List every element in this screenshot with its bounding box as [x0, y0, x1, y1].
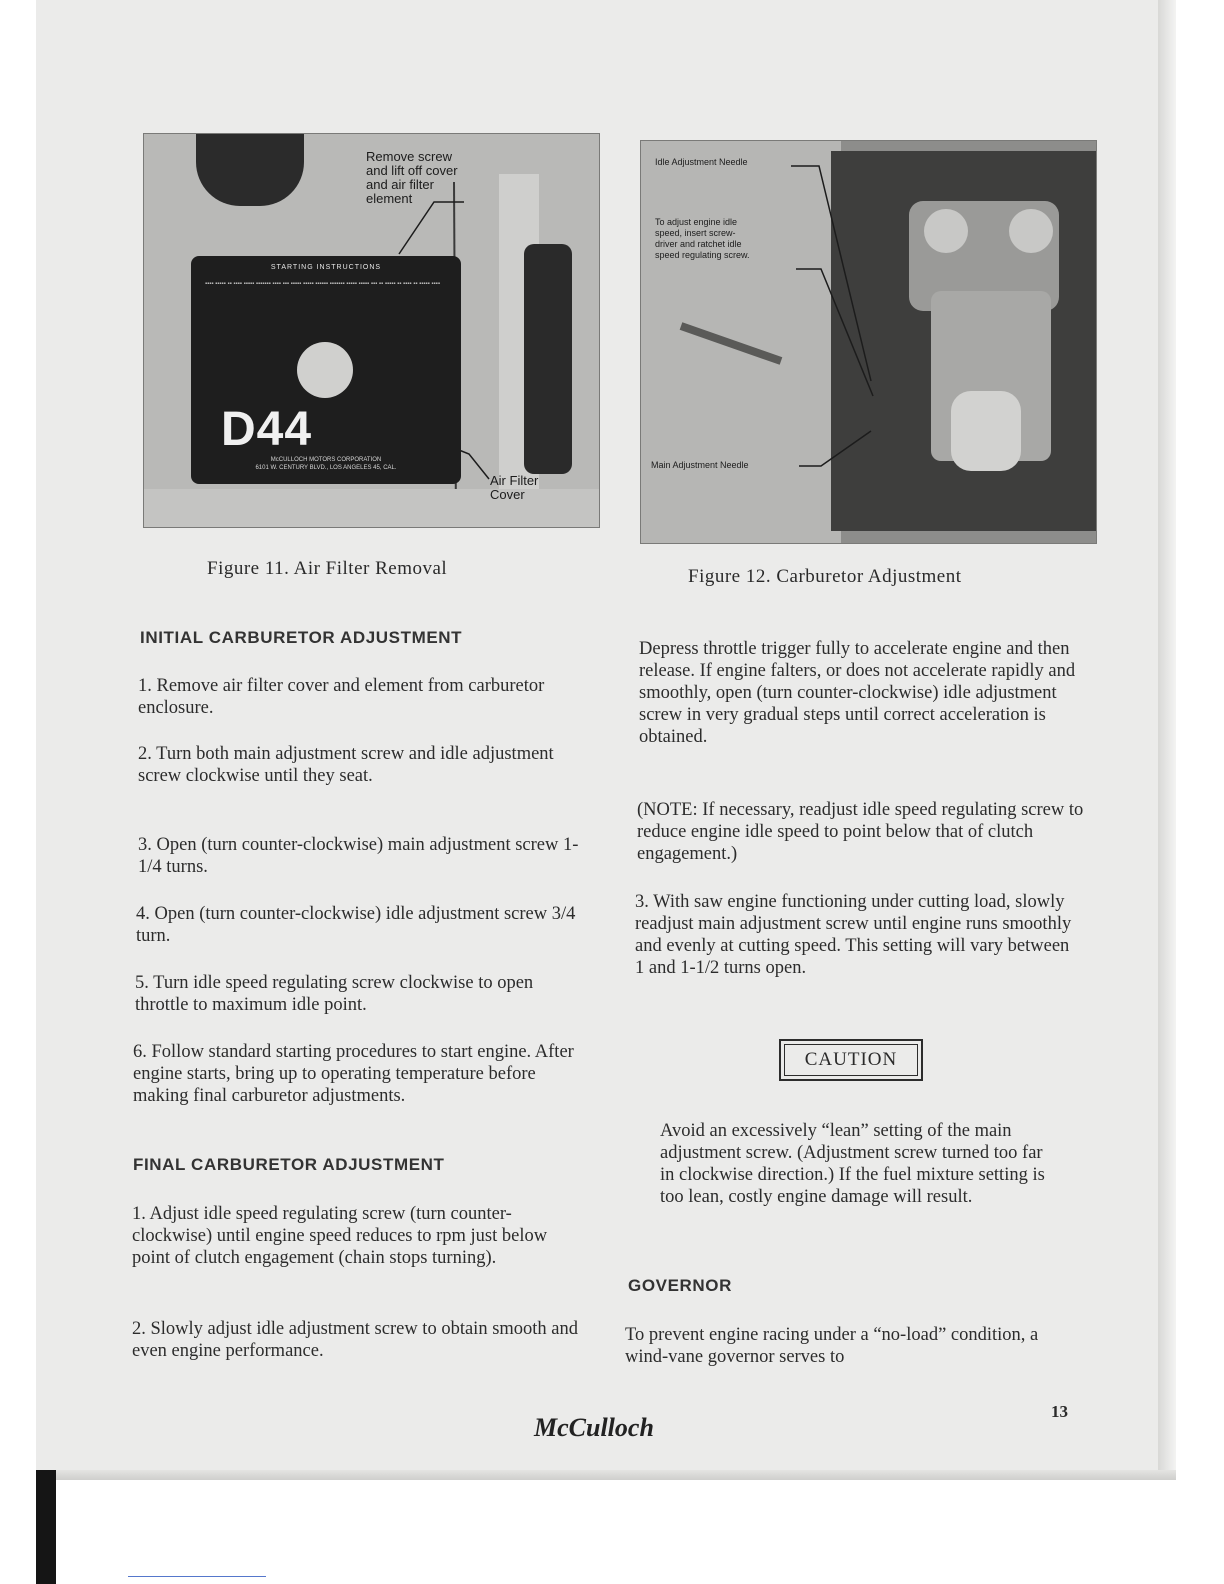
- para-governor: To prevent engine racing under a “no-load” condition, a wind-vane governor serves to: [625, 1325, 1039, 1367]
- para-note-readjust: (NOTE: If necessary, readjust idle speed regulating screw to reduce engine idle speed to point below that of clutch engagement.): [637, 800, 1084, 864]
- initial-step-1: 1. Remove air filter cover and element from carburetor enclosure.: [138, 676, 545, 718]
- figure-12-caption: Figure 12. Carburetor Adjustment: [688, 566, 962, 587]
- binding-strip: [36, 1470, 56, 1584]
- decal-heading: STARTING INSTRUCTIONS: [270, 264, 382, 271]
- page-bottom-edge: [36, 1470, 1176, 1480]
- figure-11-caption: Figure 11. Air Filter Removal: [207, 558, 448, 579]
- heading-governor: GOVERNOR: [628, 1276, 732, 1295]
- callout-main-adjustment-needle: Main Adjustment Needle: [651, 460, 749, 470]
- caution-box: [779, 1039, 923, 1081]
- initial-step-5: 5. Turn idle speed regulating screw clockwise to open throttle to maximum idle point.: [135, 973, 534, 1015]
- decal-fine-print: ▪▪▪▪ ▪▪▪▪▪ ▪▪ ▪▪▪▪ ▪▪▪▪▪ ▪▪▪▪▪▪▪ ▪▪▪▪ ▪▪▪ ▪▪▪▪▪ ▪▪▪▪▪ ▪▪▪▪▪▪ ▪▪▪▪▪▪▪ ▪▪▪▪▪ ▪▪▪▪▪ ▪▪▪ ▪▪ ▪▪▪▪▪ ▪▪ ▪▪▪▪ ▪▪ ▪▪▪▪▪ ▪▪▪▪: [205, 281, 440, 287]
- decal-footer: [201, 456, 451, 472]
- decal-maker: McCULLOCH MOTORS CORPORATION: [270, 457, 382, 463]
- starting-instructions-decal: [191, 256, 461, 484]
- final-step-3: 3. With saw engine functioning under cutting load, slowly readjust main adjustment screw until engine runs smoothly and evenly at cutting speed. This setting will vary between 1 and 1-1/2 turns open.: [635, 892, 1072, 978]
- decal-dial: [297, 342, 353, 398]
- caution-text: Avoid an excessively “lean” setting of the main adjustment screw. (Adjustment screw turned too far in clockwise direction.) If the fuel mixture setting is too lean, costly engine damage will result.: [660, 1121, 1045, 1207]
- final-step-2: 2. Slowly adjust idle adjustment screw to obtain smooth and even engine performance.: [132, 1319, 579, 1361]
- decal-address: 6101 W. CENTURY BLVD., LOS ANGELES 45, CAL.: [255, 465, 397, 471]
- initial-step-2: 2. Turn both main adjustment screw and idle adjustment screw clockwise until they seat.: [138, 744, 554, 786]
- callout-idle-speed-screw: To adjust engine idle speed, insert screw- driver and ratchet idle speed regulating screw.: [655, 217, 750, 260]
- caution-label: CAUTION: [804, 1049, 898, 1070]
- para-depress-throttle: Depress throttle trigger fully to accelerate engine and then release. If engine falters, or does not accelerate rapidly and smoothly, open (turn counter-clockwise) idle adjustment screw in very gradual steps until correct acceleration is obtained.: [639, 639, 1076, 747]
- figure-11-photo: [143, 133, 600, 528]
- initial-step-3: 3. Open (turn counter-clockwise) main adjustment screw 1-1/4 turns.: [138, 835, 579, 877]
- callout-idle-adjustment-needle: Idle Adjustment Needle: [655, 157, 748, 167]
- bottom-rule: [128, 1576, 266, 1577]
- initial-step-6: 6. Follow standard starting procedures to start engine. After engine starts, bring up to operating temperature before making final carburetor adjustments.: [133, 1042, 574, 1106]
- figure-12-photo: [640, 140, 1097, 544]
- page-number: 13: [1051, 1402, 1068, 1421]
- final-step-1: 1. Adjust idle speed regulating screw (turn counter-clockwise) until engine speed reduces to rpm just below point of clutch engagement (chain stops turning).: [132, 1204, 548, 1268]
- figure-12-illustration: [641, 141, 1096, 543]
- decal-model: D44: [221, 403, 313, 456]
- heading-initial-carburetor-adjustment: INITIAL CARBURETOR ADJUSTMENT: [140, 628, 463, 647]
- callout-remove-screw: Remove screw and lift off cover and air filter element: [366, 149, 458, 206]
- mcculloch-logo-text: McCulloch: [534, 1413, 654, 1442]
- mcculloch-logo: [530, 1404, 670, 1450]
- page-fold-shadow: [1158, 0, 1176, 1480]
- heading-final-carburetor-adjustment: FINAL CARBURETOR ADJUSTMENT: [133, 1155, 445, 1174]
- callout-air-filter-cover: Air Filter Cover: [490, 473, 539, 502]
- initial-step-4: 4. Open (turn counter-clockwise) idle adjustment screw 3/4 turn.: [136, 904, 576, 946]
